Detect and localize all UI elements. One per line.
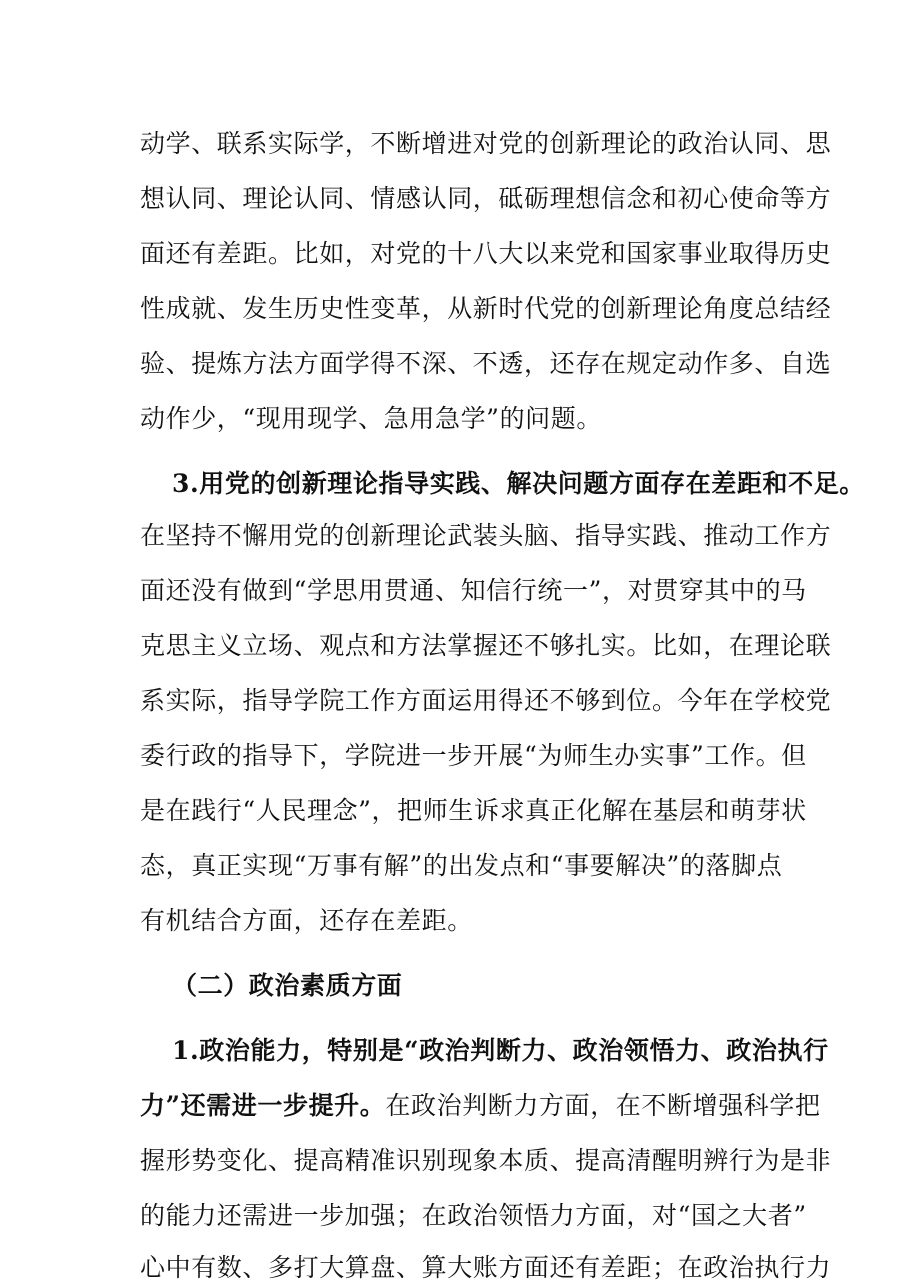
paragraph-line [140, 1088, 821, 1124]
item-heading-tail: 力”还需进一步提升。 [140, 1091, 386, 1120]
paragraph-line: 握形势变化、提高精准识别现象本质、提高清醒明辨行为是非 [140, 1146, 832, 1175]
paragraph-line: 动作少，“现用现学、急用急学”的问题。 [140, 404, 602, 433]
paragraph-line: 克思主义立场、观点和方法掌握还不够扎实。比如，在理论联 [140, 631, 832, 660]
paragraph-line: 系实际，指导学院工作方面运用得还不够到位。今年在学校党 [140, 686, 832, 715]
paragraph-line: 动学、联系实际学，不断增进对党的创新理论的政治认同、思 [140, 129, 832, 158]
paragraph-line: 委行政的指导下，学院进一步开展“为师生办实事”工作。但 [140, 741, 807, 770]
item-heading: 3.用党的创新理论指导实践、解决问题方面存在差距和不足。 [172, 469, 865, 498]
paragraph-line: 有机结合方面，还存在差距。 [140, 906, 473, 935]
paragraph-line: 在坚持不懈用党的创新理论武装头脑、指导实践、推动工作方 [140, 521, 832, 550]
paragraph-line: 想认同、理论认同、情感认同，砥砺理想信念和初心使命等方 [140, 184, 832, 213]
paragraph-line: 态，真正实现“万事有解”的出发点和“事要解决”的落脚点 [140, 851, 783, 880]
section-heading: （二）政治素质方面 [172, 971, 403, 1000]
paragraph-line: 心中有数、多打大算盘、算大账方面还有差距；在政治执行力 [140, 1253, 832, 1282]
paragraph-line: 验、提炼方法方面学得不深、不透，还存在规定动作多、自选 [140, 349, 832, 378]
paragraph-line: 面还有差距。比如，对党的十八大以来党和国家事业取得历史 [140, 239, 832, 268]
paragraph-line: 面还没有做到“学思用贯通、知信行统一”，对贯穿其中的马 [140, 576, 807, 605]
paragraph-text: 在政治判断力方面，在不断增强科学把 [385, 1091, 821, 1120]
paragraph-line: 性成就、发生历史性变革，从新时代党的创新理论角度总结经 [140, 294, 832, 323]
paragraph-line: 是在践行“人民理念”，把师生诉求真正化解在基层和萌芽状 [140, 796, 807, 825]
paragraph-line: 的能力还需进一步加强；在政治领悟力方面，对“国之大者” [140, 1201, 807, 1230]
item-heading: 1.政治能力，特别是“政治判断力、政治领悟力、政治执行 [172, 1036, 829, 1065]
